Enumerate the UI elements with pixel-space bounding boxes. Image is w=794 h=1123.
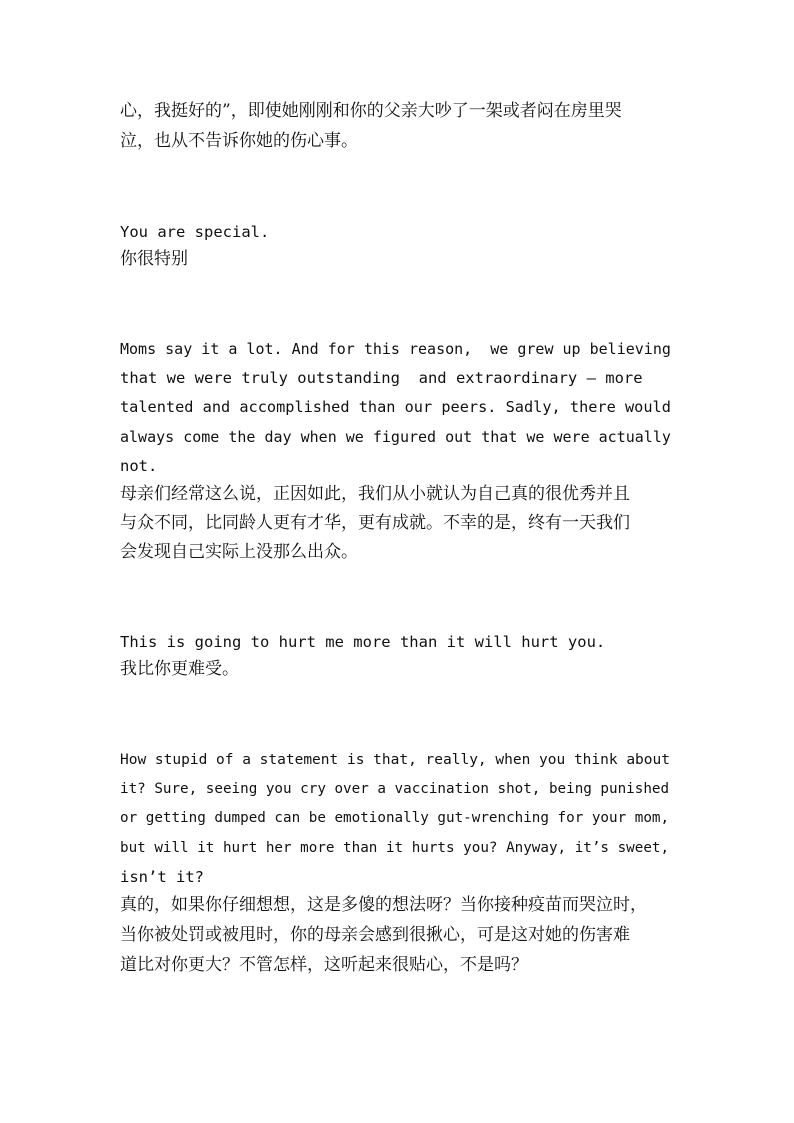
stupid-en-line-3: or getting dumped can be emotionally gut-wrenching for your mom, — [120, 810, 670, 826]
hurt-heading-en: This is going to hurt me more than it will hurt you. — [120, 633, 606, 651]
moms-en-line-4: always come the day when we figured out that we were actually — [120, 428, 671, 446]
stupid-en-line-5: isn’t it? — [120, 868, 204, 886]
moms-zh-line-2: 与众不同，比同龄人更有才华，更有成就。不幸的是，终有一天我们 — [120, 513, 630, 533]
special-heading-zh: 你很特别 — [120, 249, 188, 269]
special-heading-en: You are special. — [120, 223, 270, 241]
stupid-zh-line-2: 当你被处罚或被甩时，你的母亲会感到很揪心，可是这对她的伤害难 — [120, 925, 630, 945]
moms-en-line-1: Moms say it a lot. And for this reason, we grew up believing — [120, 340, 671, 358]
moms-zh-line-1: 母亲们经常这么说，正因如此，我们从小就认为自己真的很优秀并且 — [120, 484, 630, 504]
intro-zh-line-1: 心，我挺好的”，即使她刚刚和你的父亲大吵了一架或者闷在房里哭 — [120, 101, 622, 121]
stupid-zh-line-3: 道比对你更大？不管怎样，这听起来很贴心，不是吗？ — [120, 955, 528, 975]
intro-zh-line-2: 泣，也从不告诉你她的伤心事。 — [120, 131, 358, 151]
stupid-zh-line-1: 真的，如果你仔细想想，这是多傻的想法呀？当你接种疫苗而哭泣时， — [120, 895, 647, 915]
moms-zh-line-3: 会发现自己实际上没那么出众。 — [120, 542, 358, 562]
moms-en-line-3: talented and accomplished than our peers. Sadly, there would — [120, 398, 671, 416]
moms-en-line-2: that we were truly outstanding and extraordinary – more — [120, 369, 643, 387]
stupid-en-line-1: How stupid of a statement is that, really, when you think about — [120, 752, 670, 768]
moms-en-line-5: not. — [120, 457, 158, 475]
stupid-en-line-4: but will it hurt her more than it hurts you? Anyway, it’s sweet, — [120, 840, 670, 856]
hurt-heading-zh: 我比你更难受。 — [120, 659, 239, 679]
stupid-en-line-2: it? Sure, seeing you cry over a vaccination shot, being punished — [120, 781, 670, 797]
